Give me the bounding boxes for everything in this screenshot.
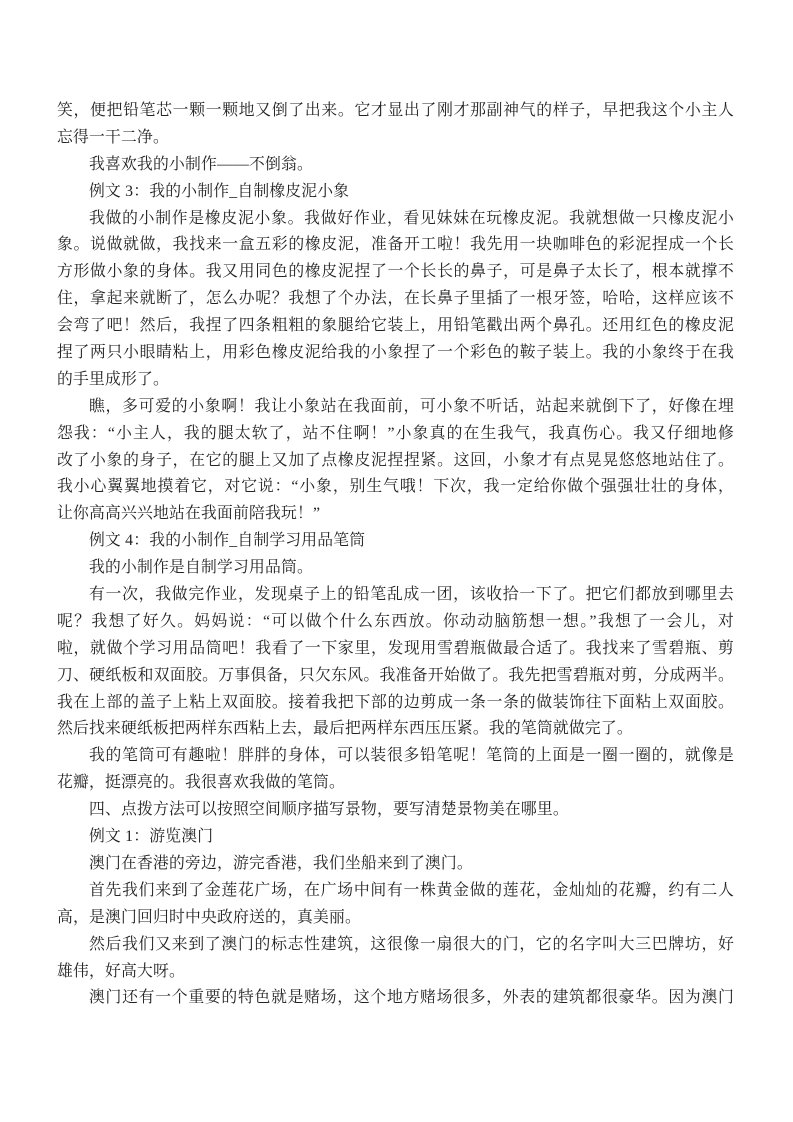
text-line: 例文 3：我的小制作_自制橡皮泥小象 xyxy=(89,182,350,200)
text-line: 高，是澳门回归时中央政府送的，真美丽。 xyxy=(57,908,361,926)
text-line: 怨我：“小主人，我的腿太软了，站不住啊！”小象真的在生我气，我真伤心。我又仔细地修 xyxy=(57,424,734,442)
text-line: 四、点拨方法可以按照空间顺序描写景物，要写清楚景物美在哪里。 xyxy=(89,801,569,819)
text-line: 啦，就做个学习用品筒吧！我看了一下家里，发现用雪碧瓶做最合适了。我找来了雪碧瓶、剪 xyxy=(57,639,734,657)
text-line: 雄伟，好高大呀。 xyxy=(57,962,185,980)
text-line: 象。说做就做，我找来一盒五彩的橡皮泥，准备开工啦！我先用一块咖啡色的彩泥捏成一个长 xyxy=(57,236,734,254)
text-line: 方形做小象的身体。我又用同色的橡皮泥捏了一个长长的鼻子，可是鼻子太长了，根本就撑不 xyxy=(57,263,734,281)
text-line: 花瓣，挺漂亮的。我很喜欢我做的笔筒。 xyxy=(57,774,345,792)
text-line: 然后我们又来到了澳门的标志性建筑，这很像一扇很大的门，它的名字叫大三巴牌坊，好 xyxy=(89,935,734,953)
document-body xyxy=(57,98,734,1012)
text-line: 然后找来硬纸板把两样东西粘上去，最后把两样东西压压紧。我的笔筒就做完了。 xyxy=(57,720,633,738)
text-line: 有一次，我做完作业，发现桌子上的铅笔乱成一团，该收拾一下了。把它们都放到哪里去 xyxy=(89,586,734,604)
text-line: 我喜欢我的小制作——不倒翁。 xyxy=(89,155,313,173)
text-line: 捏了两只小眼睛粘上，用彩色橡皮泥给我的小象捏了一个彩色的鞍子装上。我的小象终于在我 xyxy=(57,344,734,362)
text-line: 澳门在香港的旁边，游完香港，我们坐船来到了澳门。 xyxy=(89,854,473,872)
text-line: 我小心翼翼地摸着它，对它说：“小象，别生气哦！下次，我一定给你做个强强壮壮的身体， xyxy=(57,478,734,496)
text-line: 忘得一干二净。 xyxy=(57,128,169,146)
text-line: 首先我们来到了金莲花广场，在广场中间有一株黄金做的莲花，金灿灿的花瓣，约有二人 xyxy=(89,881,734,899)
text-line: 住，拿起来就断了，怎么办呢？我想了个办法，在长鼻子里插了一根牙签，哈哈，这样应该不 xyxy=(57,290,734,308)
text-line: 瞧，多可爱的小象啊！我让小象站在我面前，可小象不听话，站起来就倒下了，好像在埋 xyxy=(89,397,734,415)
text-line: 澳门还有一个重要的特色就是赌场，这个地方赌场很多，外表的建筑都很豪华。因为澳门 xyxy=(89,989,734,1007)
text-line: 我的笔筒可有趣啦！胖胖的身体，可以装很多铅笔呢！笔筒的上面是一圈一圈的，就像是 xyxy=(89,747,734,765)
text-line: 改了小象的身子，在它的腿上又加了点橡皮泥捏捏紧。这回，小象才有点晃晃悠悠地站住了。 xyxy=(57,451,734,469)
text-line: 笑，便把铅笔芯一颗一颗地又倒了出来。它才显出了刚才那副神气的样子，早把我这个小主人 xyxy=(57,102,734,119)
text-line: 我在上部的盖子上粘上双面胶。接着我把下部的边剪成一条一条的做装饰往下面粘上双面胶。 xyxy=(57,693,734,711)
text-line: 例文 4：我的小制作_自制学习用品笔筒 xyxy=(89,532,366,550)
text-line: 我的小制作是自制学习用品筒。 xyxy=(89,559,313,577)
text-line: 例文 1：游览澳门 xyxy=(89,828,214,846)
text-line: 我做的小制作是橡皮泥小象。我做好作业，看见妹妹在玩橡皮泥。我就想做一只橡皮泥小 xyxy=(89,209,734,227)
text-line: 让你高高兴兴地站在我面前陪我玩！” xyxy=(57,505,321,523)
text-line: 会弯了吧！然后，我捏了四条粗粗的象腿给它装上，用铅笔戳出两个鼻孔。还用红色的橡皮泥 xyxy=(57,317,734,335)
text-line: 刀、硬纸板和双面胶。万事俱备，只欠东风。我准备开始做了。我先把雪碧瓶对剪，分成两半。 xyxy=(57,666,734,684)
text-line: 的手里成形了。 xyxy=(57,370,169,388)
text-line: 呢？我想了好久。妈妈说：“可以做个什么东西放。你动动脑筋想一想。”我想了一会儿，对 xyxy=(57,612,734,630)
